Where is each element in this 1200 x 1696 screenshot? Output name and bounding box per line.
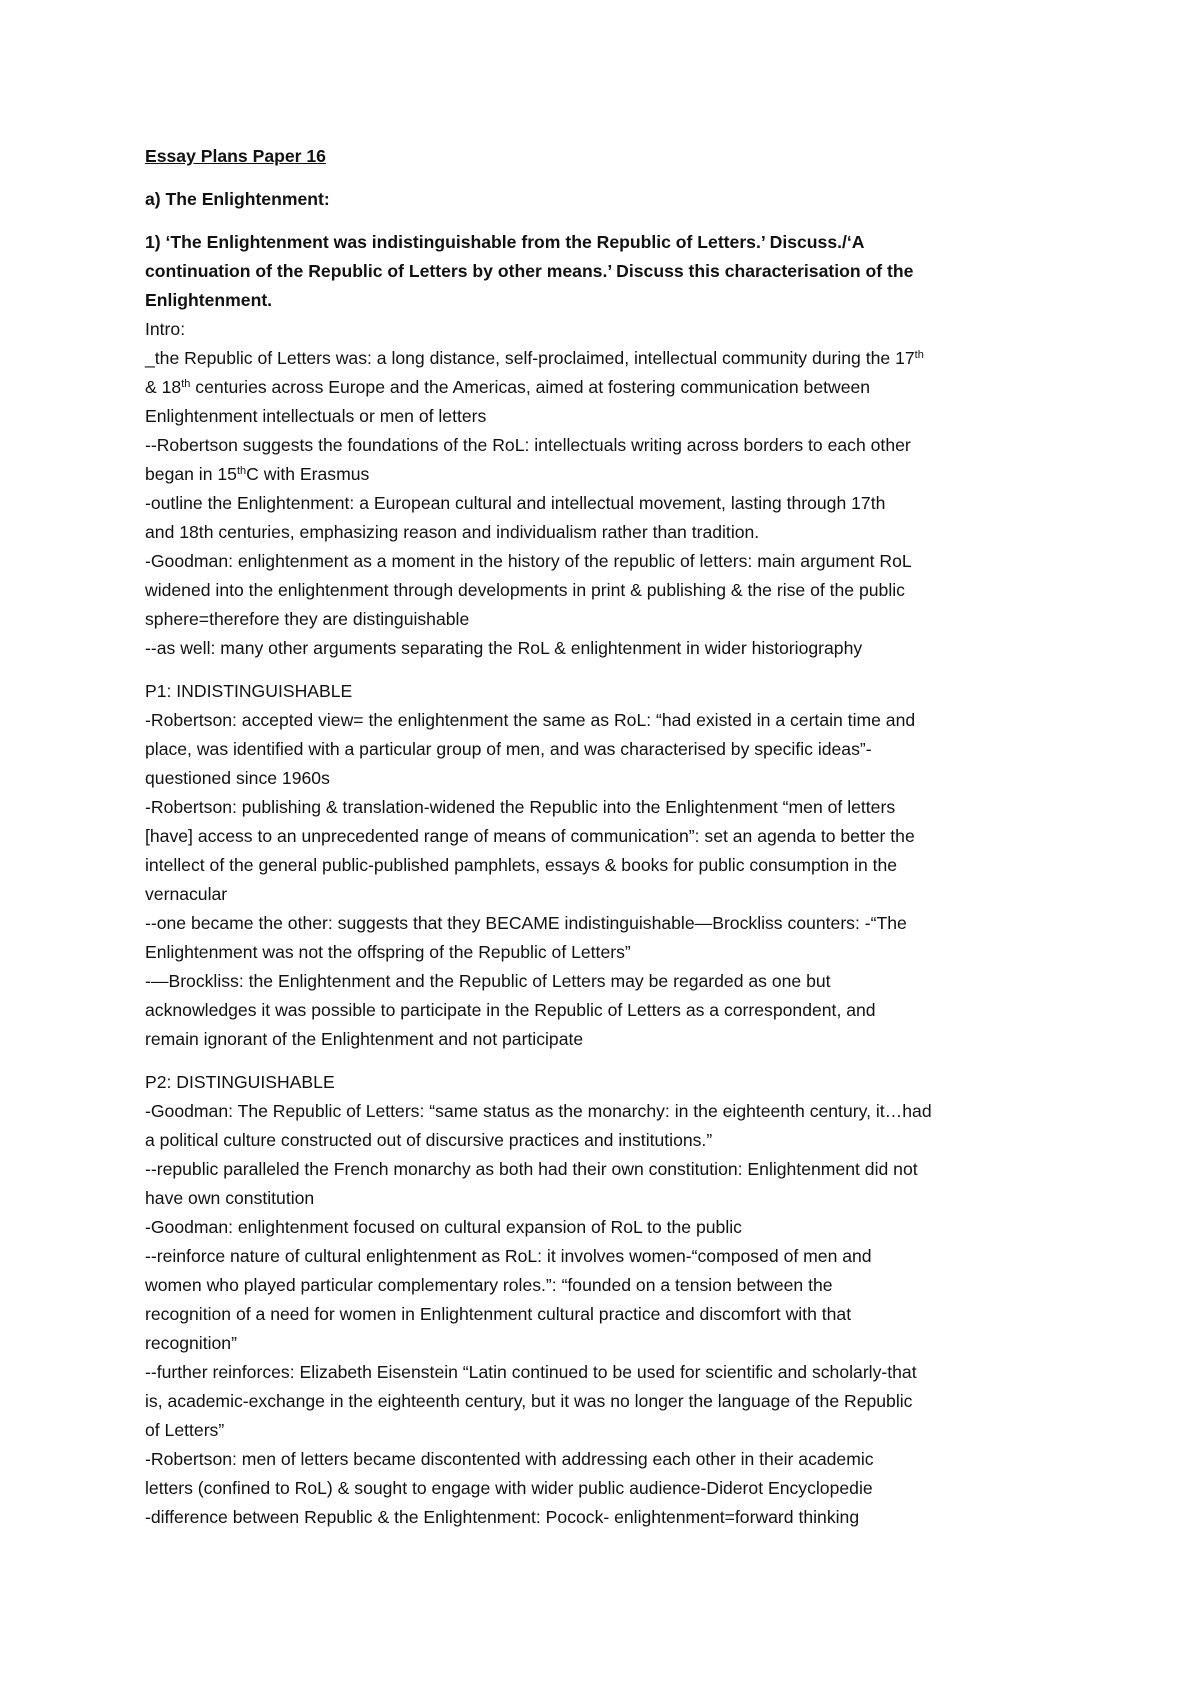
intro-text: centuries across Europe and the Americas, aimed at fostering communication between	[190, 377, 871, 397]
p2-line: --reinforce nature of cultural enlightenment as RoL: it involves women-“composed of men and	[145, 1246, 872, 1266]
p2-line: -difference between Republic & the Enlightenment: Pocock- enlightenment=forward thinking	[145, 1507, 860, 1527]
p2-heading: P2: DISTINGUISHABLE	[145, 1072, 335, 1092]
p2-line: of Letters”	[145, 1420, 225, 1440]
p1-line: --one became the other: suggests that they BECAME indistinguishable—Brockliss counters: -“The	[145, 913, 907, 933]
question-line: continuation of the Republic of Letters by other means.’ Discuss this characterisation of the	[145, 261, 914, 281]
intro-line: Enlightenment intellectuals or men of letters	[145, 406, 487, 426]
intro-line: --as well: many other arguments separating the RoL & enlightenment in wider historiography	[145, 638, 863, 658]
intro-line: --Robertson suggests the foundations of the RoL: intellectuals writing across borders to each other	[145, 435, 911, 455]
intro-text: _the Republic of Letters was: a long distance, self-proclaimed, intellectual community during the 17	[145, 348, 915, 368]
p2-line: -Goodman: The Republic of Letters: “same status as the monarchy: in the eighteenth century, it…had	[145, 1101, 932, 1121]
intro-text: & 18	[145, 377, 182, 397]
p1-line: intellect of the general public-published pamphlets, essays & books for public consumption in the	[145, 855, 898, 875]
intro-line: -Goodman: enlightenment as a moment in the history of the republic of letters: main argument RoL	[145, 551, 912, 571]
question-line: Enlightenment.	[145, 290, 273, 310]
intro-line: -outline the Enlightenment: a European cultural and intellectual movement, lasting through 17th	[145, 493, 886, 513]
p2-line: --further reinforces: Elizabeth Eisenstein “Latin continued to be used for scientific and scholarly-that	[145, 1362, 917, 1382]
superscript-th: th	[236, 465, 247, 477]
p1-line: -Robertson: accepted view= the enlightenment the same as RoL: “had existed in a certain time and	[145, 710, 916, 730]
p1-line: questioned since 1960s	[145, 768, 330, 788]
intro-section	[145, 315, 1075, 663]
intro-text: began in 15	[145, 464, 237, 484]
p1-line: place, was identified with a particular group of men, and was characterised by specific ideas”-	[145, 739, 872, 759]
intro-line	[145, 373, 1075, 402]
intro-label: Intro:	[145, 319, 186, 339]
paragraph-one	[145, 677, 1075, 1054]
intro-line	[145, 344, 1075, 373]
p2-line: recognition”	[145, 1333, 237, 1353]
intro-line	[145, 460, 1075, 489]
document-page	[145, 142, 1075, 1546]
essay-question	[145, 228, 1075, 315]
p2-line: -Goodman: enlightenment focused on cultural expansion of RoL to the public	[145, 1217, 742, 1237]
superscript-th: th	[181, 378, 191, 390]
section-heading: a) The Enlightenment:	[145, 189, 330, 209]
p2-line: have own constitution	[145, 1188, 315, 1208]
p1-line: [have] access to an unprecedented range of means of communication”: set an agenda to better the	[145, 826, 915, 846]
p2-line: a political culture constructed out of discursive practices and institutions.”	[145, 1130, 713, 1150]
p1-line: -—Brockliss: the Enlightenment and the Republic of Letters may be regarded as one but	[145, 971, 831, 991]
p2-line: --republic paralleled the French monarchy as both had their own constitution: Enlightenment did not	[145, 1159, 918, 1179]
p2-line: -Robertson: men of letters became discontented with addressing each other in their academic	[145, 1449, 874, 1469]
p1-heading: P1: INDISTINGUISHABLE	[145, 681, 353, 701]
p1-line: Enlightenment was not the offspring of the Republic of Letters”	[145, 942, 631, 962]
p1-line: acknowledges it was possible to participate in the Republic of Letters as a correspondent, and	[145, 1000, 876, 1020]
p2-line: letters (confined to RoL) & sought to engage with wider public audience-Diderot Encyclopedie	[145, 1478, 873, 1498]
p2-line: is, academic-exchange in the eighteenth century, but it was no longer the language of the Republic	[145, 1391, 913, 1411]
intro-line: widened into the enlightenment through developments in print & publishing & the rise of the public	[145, 580, 905, 600]
intro-text: C with Erasmus	[246, 464, 370, 484]
p2-line: women who played particular complementary roles.”: “founded on a tension between the	[145, 1275, 833, 1295]
intro-line: and 18th centuries, emphasizing reason and individualism rather than tradition.	[145, 522, 760, 542]
p1-line: -Robertson: publishing & translation-widened the Republic into the Enlightenment “men of letters	[145, 797, 896, 817]
p1-line: remain ignorant of the Enlightenment and not participate	[145, 1029, 584, 1049]
paragraph-two	[145, 1068, 1075, 1532]
question-line: 1) ‘The Enlightenment was indistinguishable from the Republic of Letters.’ Discuss./‘A	[145, 232, 865, 252]
p1-line: vernacular	[145, 884, 228, 904]
superscript-th: th	[914, 349, 924, 361]
intro-line: sphere=therefore they are distinguishable	[145, 609, 470, 629]
p2-line: recognition of a need for women in Enlightenment cultural practice and discomfort with that	[145, 1304, 852, 1324]
document-title: Essay Plans Paper 16	[145, 146, 326, 166]
